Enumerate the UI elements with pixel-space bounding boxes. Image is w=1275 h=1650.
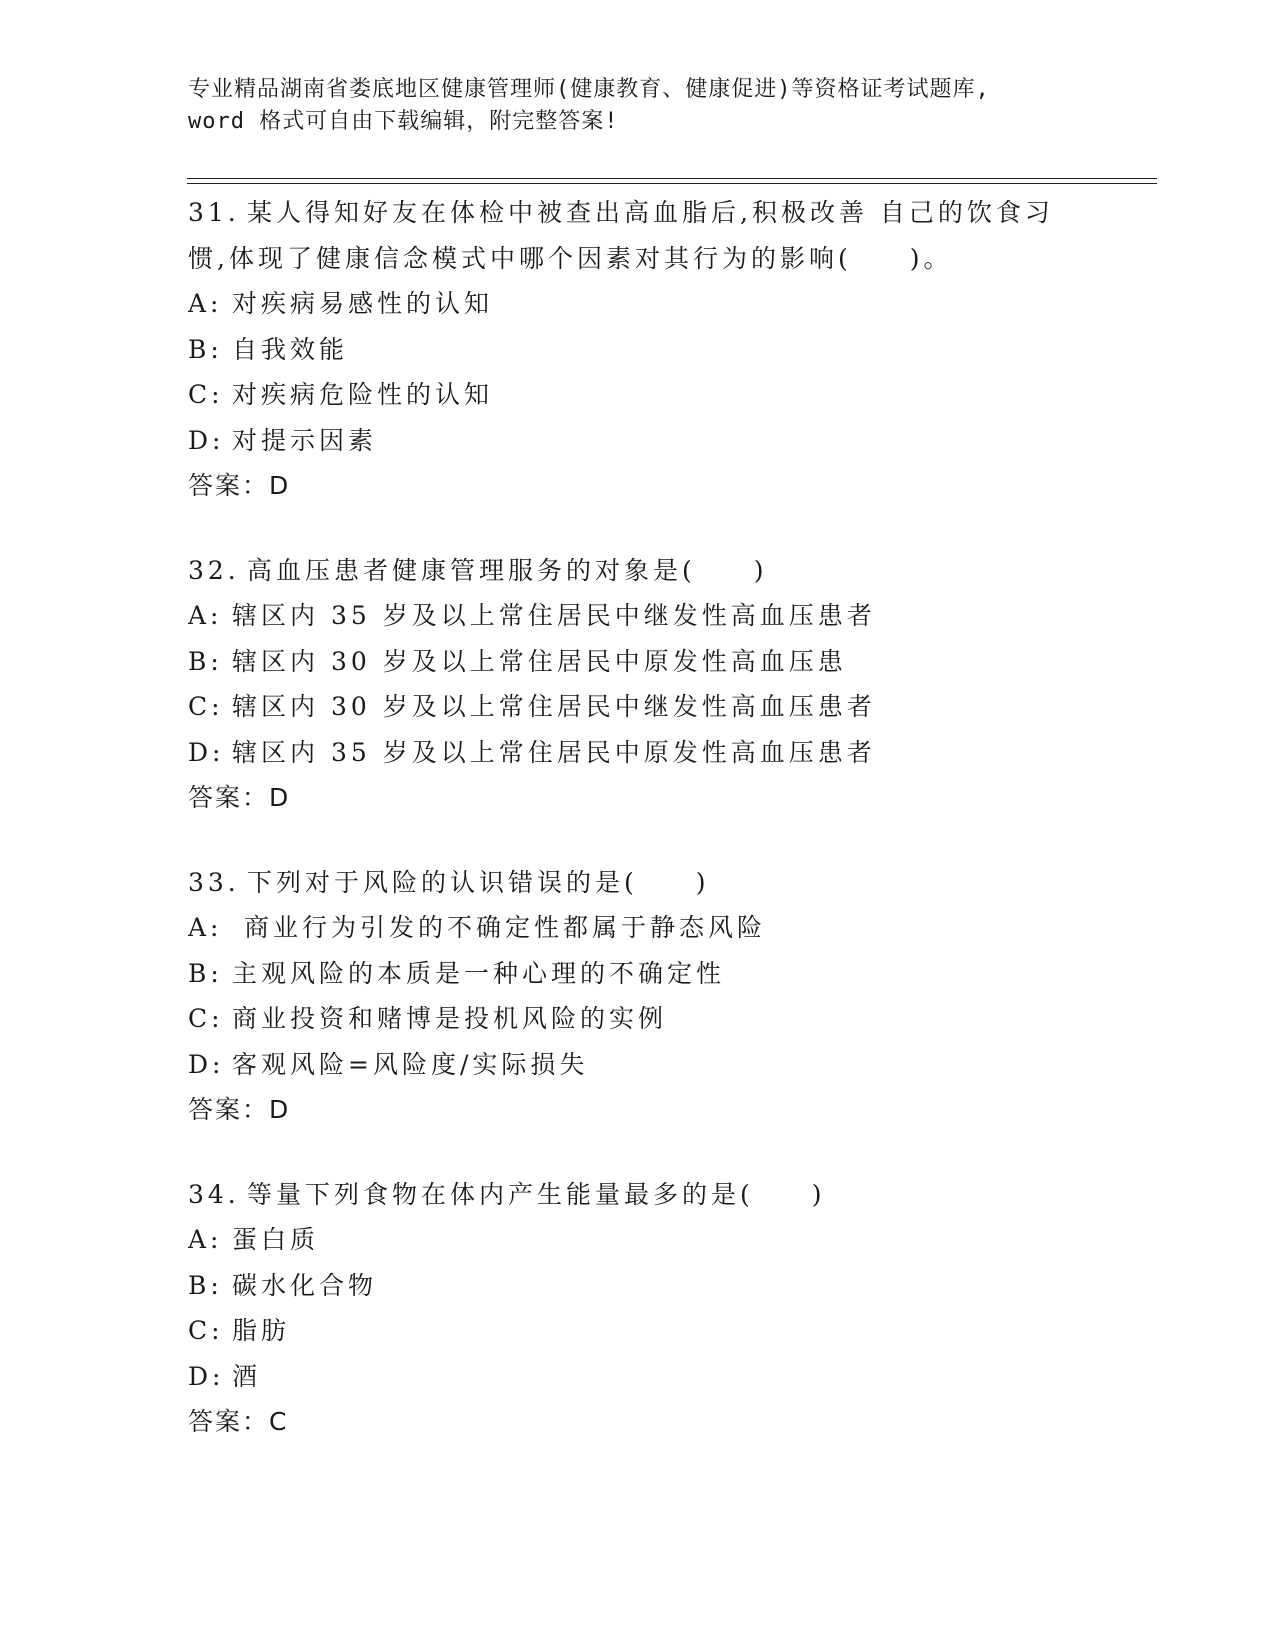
answer-line: 答案：D [188,783,291,812]
answer-line: 答案：D [188,1095,291,1124]
question-stem-text: 高血压患者健康管理服务的对象是( ) [247,555,768,585]
option-d [188,730,1088,776]
answer-line: 答案：C [188,1407,289,1436]
option-text: 脂肪 [232,1316,291,1345]
option-text: 主观风险的本质是一种心理的不确定性 [232,958,726,988]
option-d [188,1042,1088,1088]
question-stem [188,190,1088,236]
option-c [188,1308,1088,1354]
question-number: 33. [188,867,240,897]
option-letter: A: [188,601,223,630]
header-divider-bottom [187,183,1157,184]
option-text: 对提示因素 [232,425,378,455]
option-text: 商业投资和赌博是投机风险的实例 [232,1004,668,1033]
option-text: 自我效能 [232,334,349,364]
option-letter: B: [188,646,223,676]
option-text: 辖区内 35 岁及以上常住居民中继发性高血压患者 [232,601,876,630]
option-text: 辖区内 35 岁及以上常住居民中原发性高血压患者 [232,737,876,767]
question-31 [188,190,1088,509]
option-text: 辖区内 30 岁及以上常住居民中继发性高血压患者 [232,692,876,721]
option-letter: A: [188,1225,223,1254]
answer-line: 答案：D [188,471,291,500]
option-text: 客观风险=风险度/实际损失 [232,1049,589,1079]
option-d [188,418,1088,464]
option-b [188,327,1088,373]
option-letter: D: [188,737,225,767]
header-divider-top [187,178,1157,179]
header-title-line-2: word 格式可自由下载编辑，附完整答案! [188,109,619,134]
question-list [188,190,1088,1484]
option-letter: A: [188,913,223,942]
option-b [188,951,1088,997]
option-text: 对疾病易感性的认知 [232,289,494,318]
option-letter: B: [188,1270,223,1300]
question-stem [188,1172,1088,1218]
option-d [188,1354,1088,1400]
option-a [188,1217,1088,1263]
question-number: 34. [188,1179,240,1209]
header-title-line-1: 专业精品湖南省娄底地区健康管理师(健康教育、健康促进)等资格证考试题库, [188,77,990,102]
option-b [188,1263,1088,1309]
question-stem [188,548,1088,594]
option-text: 辖区内 30 岁及以上常住居民中原发性高血压患 [232,646,847,676]
option-text: 对疾病危险性的认知 [232,380,494,409]
question-stem-continued: 惯,体现了健康信念模式中哪个因素对其行为的影响( )。 [188,243,953,273]
option-letter: D: [188,425,225,455]
option-b [188,639,1088,685]
question-stem-text: 下列对于风险的认识错误的是( ) [247,867,710,897]
question-34 [188,1172,1088,1445]
option-text: 酒 [232,1361,262,1391]
question-32 [188,548,1088,821]
option-letter: C: [188,692,224,721]
option-letter: A: [188,289,223,318]
question-stem-text: 等量下列食物在体内产生能量最多的是( ) [247,1179,826,1209]
question-stem [188,860,1088,906]
option-text: 商业行为引发的不确定性都属于静态风险 [232,913,766,942]
question-stem-text: 某人得知好友在体检中被查出高血脂后,积极改善 自己的饮食习 [247,198,1054,227]
option-a [188,281,1088,327]
question-number: 32. [188,555,240,585]
question-number: 31. [188,198,240,227]
option-letter: C: [188,1316,224,1345]
option-c [188,372,1088,418]
question-33 [188,860,1088,1133]
option-letter: D: [188,1049,225,1079]
option-letter: C: [188,380,224,409]
option-letter: B: [188,958,223,988]
option-letter: C: [188,1004,224,1033]
option-text: 蛋白质 [232,1225,320,1254]
option-a [188,593,1088,639]
document-header [188,74,1088,138]
option-text: 碳水化合物 [232,1270,378,1300]
option-letter: D: [188,1361,225,1391]
option-c [188,684,1088,730]
option-letter: B: [188,334,223,364]
option-c [188,996,1088,1042]
option-a [188,905,1088,951]
